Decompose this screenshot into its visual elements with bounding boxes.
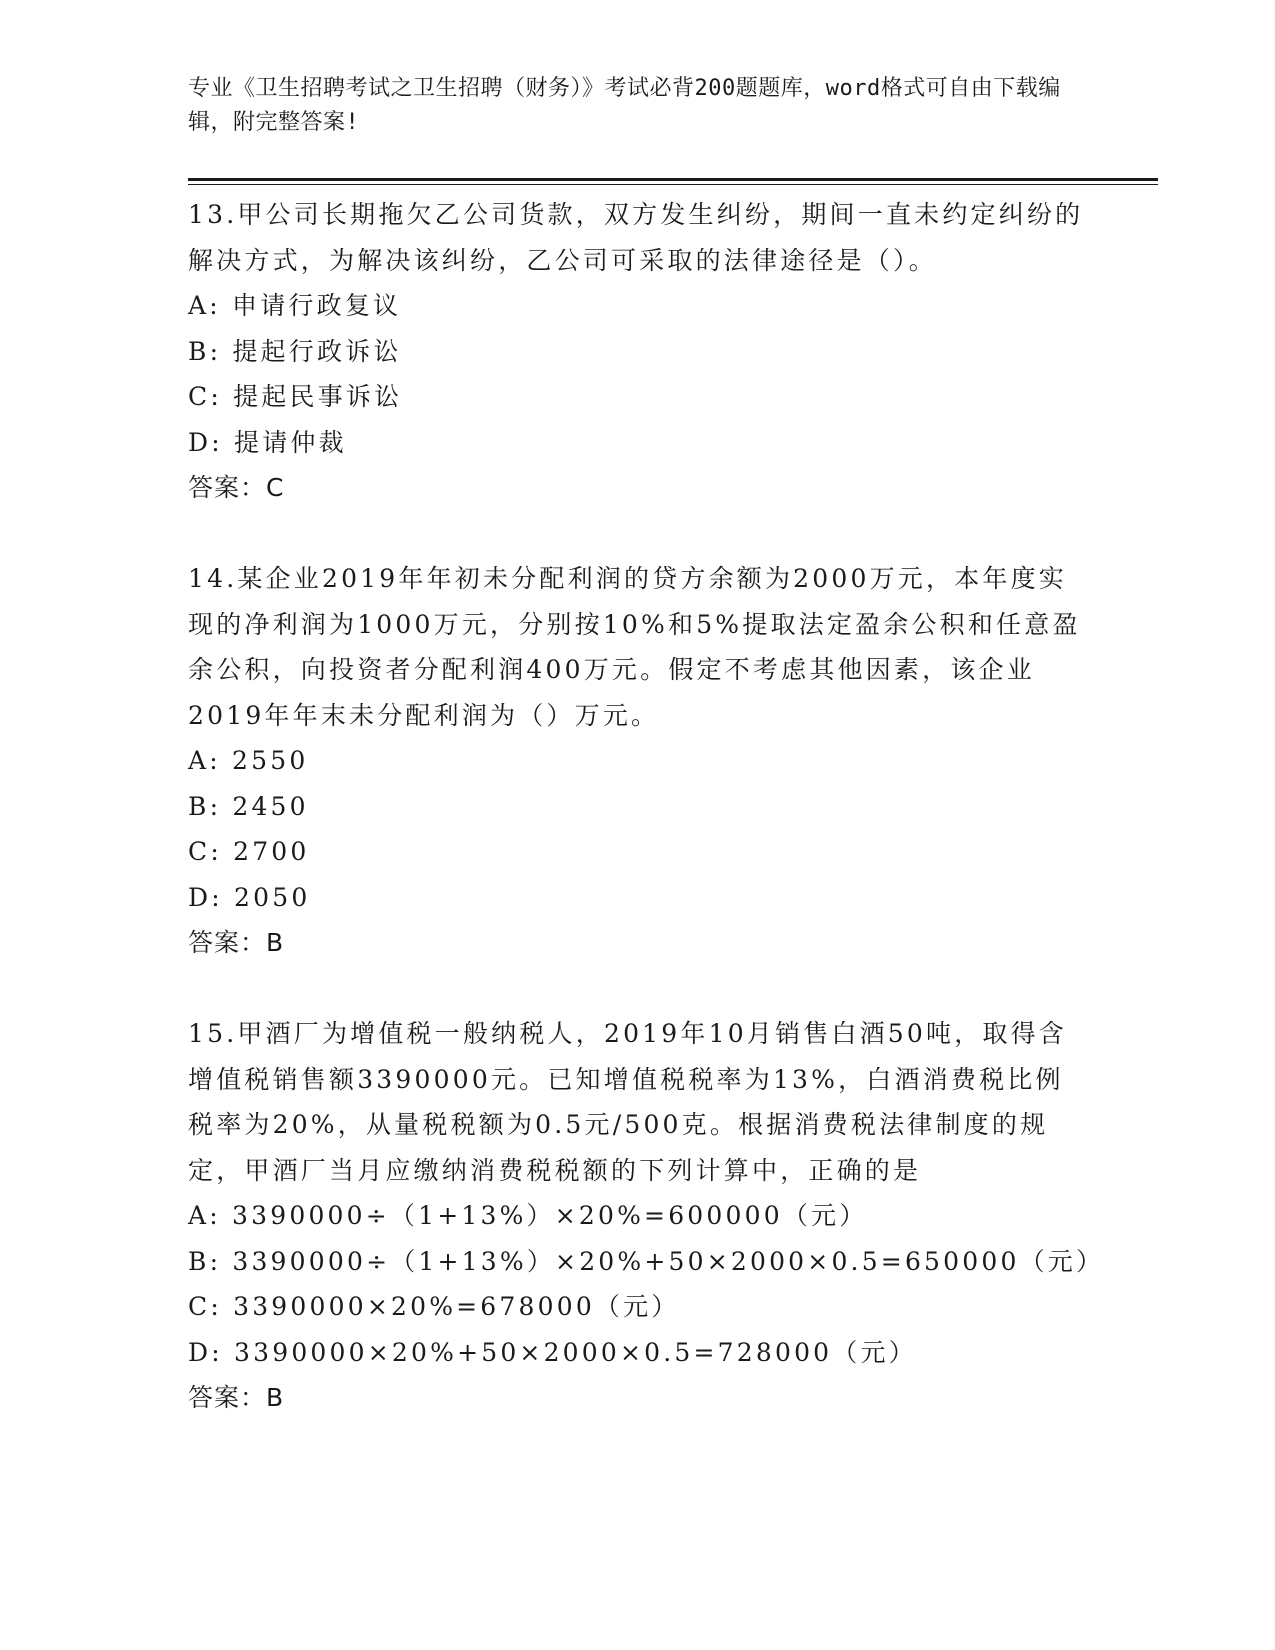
question-13 <box>188 192 1088 511</box>
answer-line: 答案：B <box>188 928 285 957</box>
option-b: B: 3390000÷（1+13%）×20%+50×2000×0.5=650000（元） <box>188 1246 1105 1276</box>
question-stem: 13.甲公司长期拖欠乙公司货款，双方发生纠纷，期间一直未约定纠纷的解决方式，为解决该纠纷，乙公司可采取的法律途径是（）。 <box>188 200 1084 275</box>
option-a: A: 3390000÷（1+13%）×20%=600000（元） <box>188 1201 868 1230</box>
option-a: A: 申请行政复议 <box>188 291 402 320</box>
option-a: A: 2550 <box>188 746 309 775</box>
document-header: 专业《卫生招聘考试之卫生招聘（财务）》考试必背200题题库，word格式可自由下载编辑，附完整答案! <box>188 76 1061 135</box>
header-divider-thin <box>188 184 1158 185</box>
option-b: B: 提起行政诉讼 <box>188 336 402 366</box>
question-14 <box>188 556 1088 966</box>
option-d: D: 提请仲裁 <box>188 427 347 457</box>
question-15 <box>188 1011 1105 1421</box>
option-c: C: 2700 <box>188 837 310 866</box>
option-d: D: 2050 <box>188 882 311 912</box>
question-stem: 14.某企业2019年年初未分配利润的贷方余额为2000万元，本年度实现的净利润为1000万元，分别按10%和5%提取法定盈余公积和任意盈余公积，向投资者分配利润400万元。假定不考虑其他因素，该企业2019年年末未分配利润为（）万元。 <box>188 564 1081 730</box>
option-c: C: 提起民事诉讼 <box>188 382 403 411</box>
answer-line: 答案：C <box>188 473 285 502</box>
question-spacer <box>188 966 1088 1012</box>
question-stem: 15.甲酒厂为增值税一般纳税人，2019年10月销售白酒50吨，取得含增值税销售额3390000元。已知增值税税率为13%，白酒消费税比例税率为20%，从量税税额为0.5元/500克。根据消费税法律制度的规定，甲酒厂当月应缴纳消费税税额的下列计算中，正确的是 <box>188 1019 1068 1185</box>
option-d: D: 3390000×20%+50×2000×0.5=728000（元） <box>188 1337 917 1367</box>
option-c: C: 3390000×20%=678000（元） <box>188 1292 680 1321</box>
header-divider-thick <box>188 178 1158 181</box>
answer-line: 答案：B <box>188 1383 285 1412</box>
option-b: B: 2450 <box>188 791 309 821</box>
question-list <box>188 192 1105 1421</box>
question-spacer <box>188 511 1088 557</box>
